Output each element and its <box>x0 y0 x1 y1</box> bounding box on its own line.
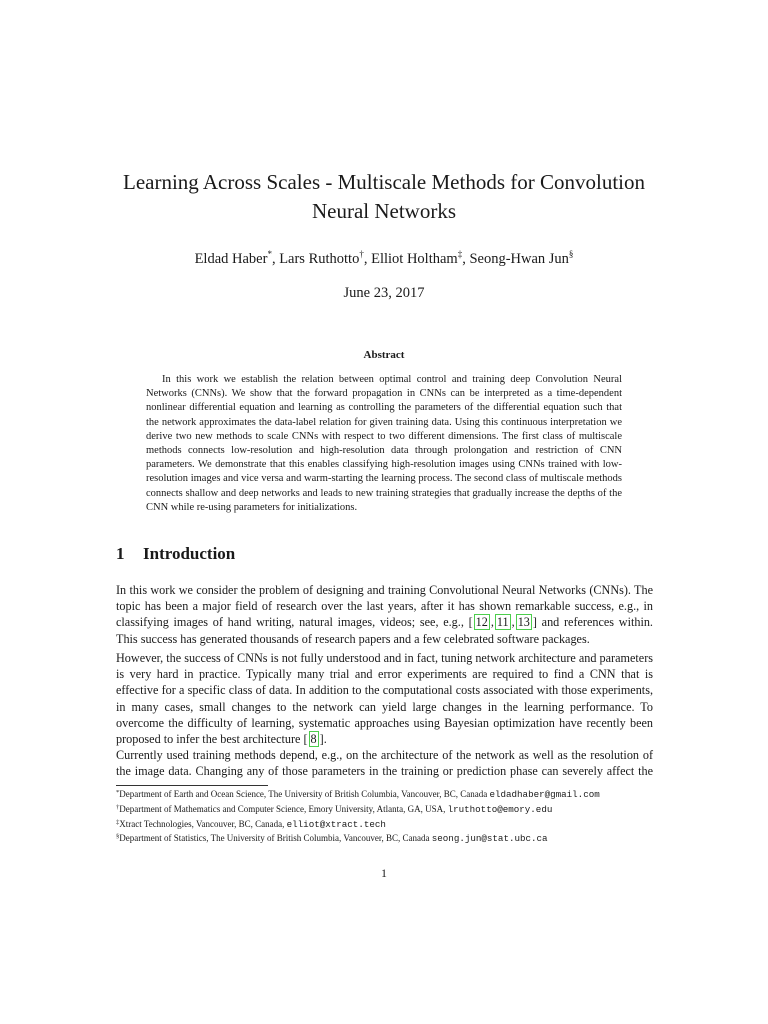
footnote <box>116 831 676 846</box>
page-number: 1 <box>381 866 387 880</box>
footnote <box>116 817 676 832</box>
author-footnote-mark: ‡ <box>457 249 463 259</box>
author-footnote-mark: § <box>568 249 574 259</box>
author-name: Eldad Haber <box>194 251 268 267</box>
footnote-mark: ‡ <box>116 818 120 826</box>
section-title: Introduction <box>143 544 236 563</box>
section-heading <box>116 542 235 566</box>
author-footnote-mark: * <box>267 249 272 259</box>
paragraph-text: However, the success of CNNs is not fully understood and in fact, tuning network architecture and parameters is very hard in practice. Typically many trial and error experiments are required to find a CNN that is effective for a specific class of data. In addition to the computational costs associated with those experiments, in many cases, small changes to the network can yield large changes in the learning performance. To overcome the difficulty of learning, systematic approaches using Bayesian optimization have recently been proposed to infer the best architecture <box>116 651 653 747</box>
footnote-email: eldadhaber@gmail.com <box>489 789 600 800</box>
footnote-email: lruthotto@emory.edu <box>447 803 553 815</box>
section-number: 1 <box>116 544 125 563</box>
paragraph-text: and references within. This success has generated thousands of research papers and a few celebrated software packages. <box>116 615 653 646</box>
footnote-email: seong.jun@stat.ubc.ca <box>431 833 548 845</box>
citation-link[interactable]: 11 <box>496 615 509 630</box>
footnote-text: Department of Earth and Ocean Science, The University of British Columbia, Vancouver, BC, Canada <box>119 789 490 799</box>
author-footnote-mark: † <box>359 249 364 259</box>
author-name: Elliot Holtham <box>371 251 458 267</box>
abstract-heading: Abstract <box>363 349 405 361</box>
paragraph: However, the success of CNNs is not fully understood and in fact, tuning network architecture and parameters is very hard in practice. Typically many trial and error experiments are required to find a CNN that is effective for a specific class of data. In addition to the computational costs associated with those experiments, in many cases, small changes to the network can yield large changes in the learning performance. To overcome the difficulty of learning, systematic approaches using Bayesian optimization have recently been proposed to infer the best architecture [ 8 ]. <box>116 651 653 747</box>
footnotes <box>116 787 676 846</box>
footnote-mark: * <box>116 789 120 796</box>
footnote-mark: † <box>116 803 120 811</box>
footnote <box>116 802 676 817</box>
footnote-text: Department of Statistics, The University of British Columbia, Vancouver, BC, Canada <box>119 833 432 844</box>
author-name: Lars Ruthotto <box>279 251 360 267</box>
footnote-text: Xtract Technologies, Vancouver, BC, Canada, <box>119 818 287 829</box>
footnote-email: elliot@xtract.tech <box>286 818 386 830</box>
footnote-rule <box>116 785 268 786</box>
author-list: Eldad Haber*, Lars Ruthotto†, Elliot Holtham‡, Seong-Hwan Jun§ <box>194 249 574 267</box>
citation-link[interactable]: 13 <box>517 615 530 630</box>
author-name: Seong-Hwan Jun <box>469 251 569 267</box>
footnote-text: Department of Mathematics and Computer Science, Emory University, Atlanta, GA, USA, <box>119 803 448 814</box>
footnote-mark: § <box>116 833 120 841</box>
paragraph-text: . <box>323 732 327 747</box>
citation-link[interactable]: 8 <box>310 732 317 747</box>
paragraph <box>116 747 653 779</box>
paper-date: June 23, 2017 <box>343 285 425 301</box>
abstract-text: In this work we establish the relation between optimal control and training deep Convolution Neural Networks (CNNs). We show that the forward propagation in CNNs can be interpreted as a time-dependent nonlinear differential equation and learning as controlling the parameters of the differential equation such that the network approximates the data-label relation for given training data. Using this continuous interpretation we derive two new methods to scale CNNs with respect to two different dimensions. The first class of multiscale methods connects low-resolution and high-resolution data through prolongation and restriction of CNN parameters. We demonstrate that this enables classifying high-resolution images using CNNs trained with low-resolution images and vice versa and warm-starting the learning process. The second class of multiscale methods connects shallow and deep networks and leads to new training strategies that gradually increase the depths of the CNN while re-using parameters for initializations. <box>146 374 622 513</box>
citation-link[interactable]: 12 <box>475 615 488 630</box>
paragraph: In this work we consider the problem of designing and training Convolutional Neural Networks (CNNs). The topic has been a major field of research over the last years, after it has shown remarkable success, e.g., in classifying images of hand writing, natural images, videos; see, e.g., [ 12 , 11 , 13 ] and references within. This success has generated thousands of research papers and a few celebrated software packages. <box>116 583 653 646</box>
paragraph-text: In this work we consider the problem of designing and training Convolutional Neural Networks (CNNs). The topic has been a major field of research over the last years, after it has shown remarkable success, e.g., in classifying images of hand writing, natural images, videos; see, e.g., <box>116 583 653 630</box>
paper-title: Learning Across Scales - Multiscale Methods for Convolution Neural Networks <box>123 170 645 223</box>
abstract-body <box>146 373 622 515</box>
paragraph-line: the image data. Changing any of those parameters in the training or prediction phase can severely affect the <box>116 764 653 779</box>
footnote <box>116 787 676 802</box>
paragraph-line: Currently used training methods depend, e.g., on the architecture of the network as well as the resolution of <box>116 748 653 762</box>
